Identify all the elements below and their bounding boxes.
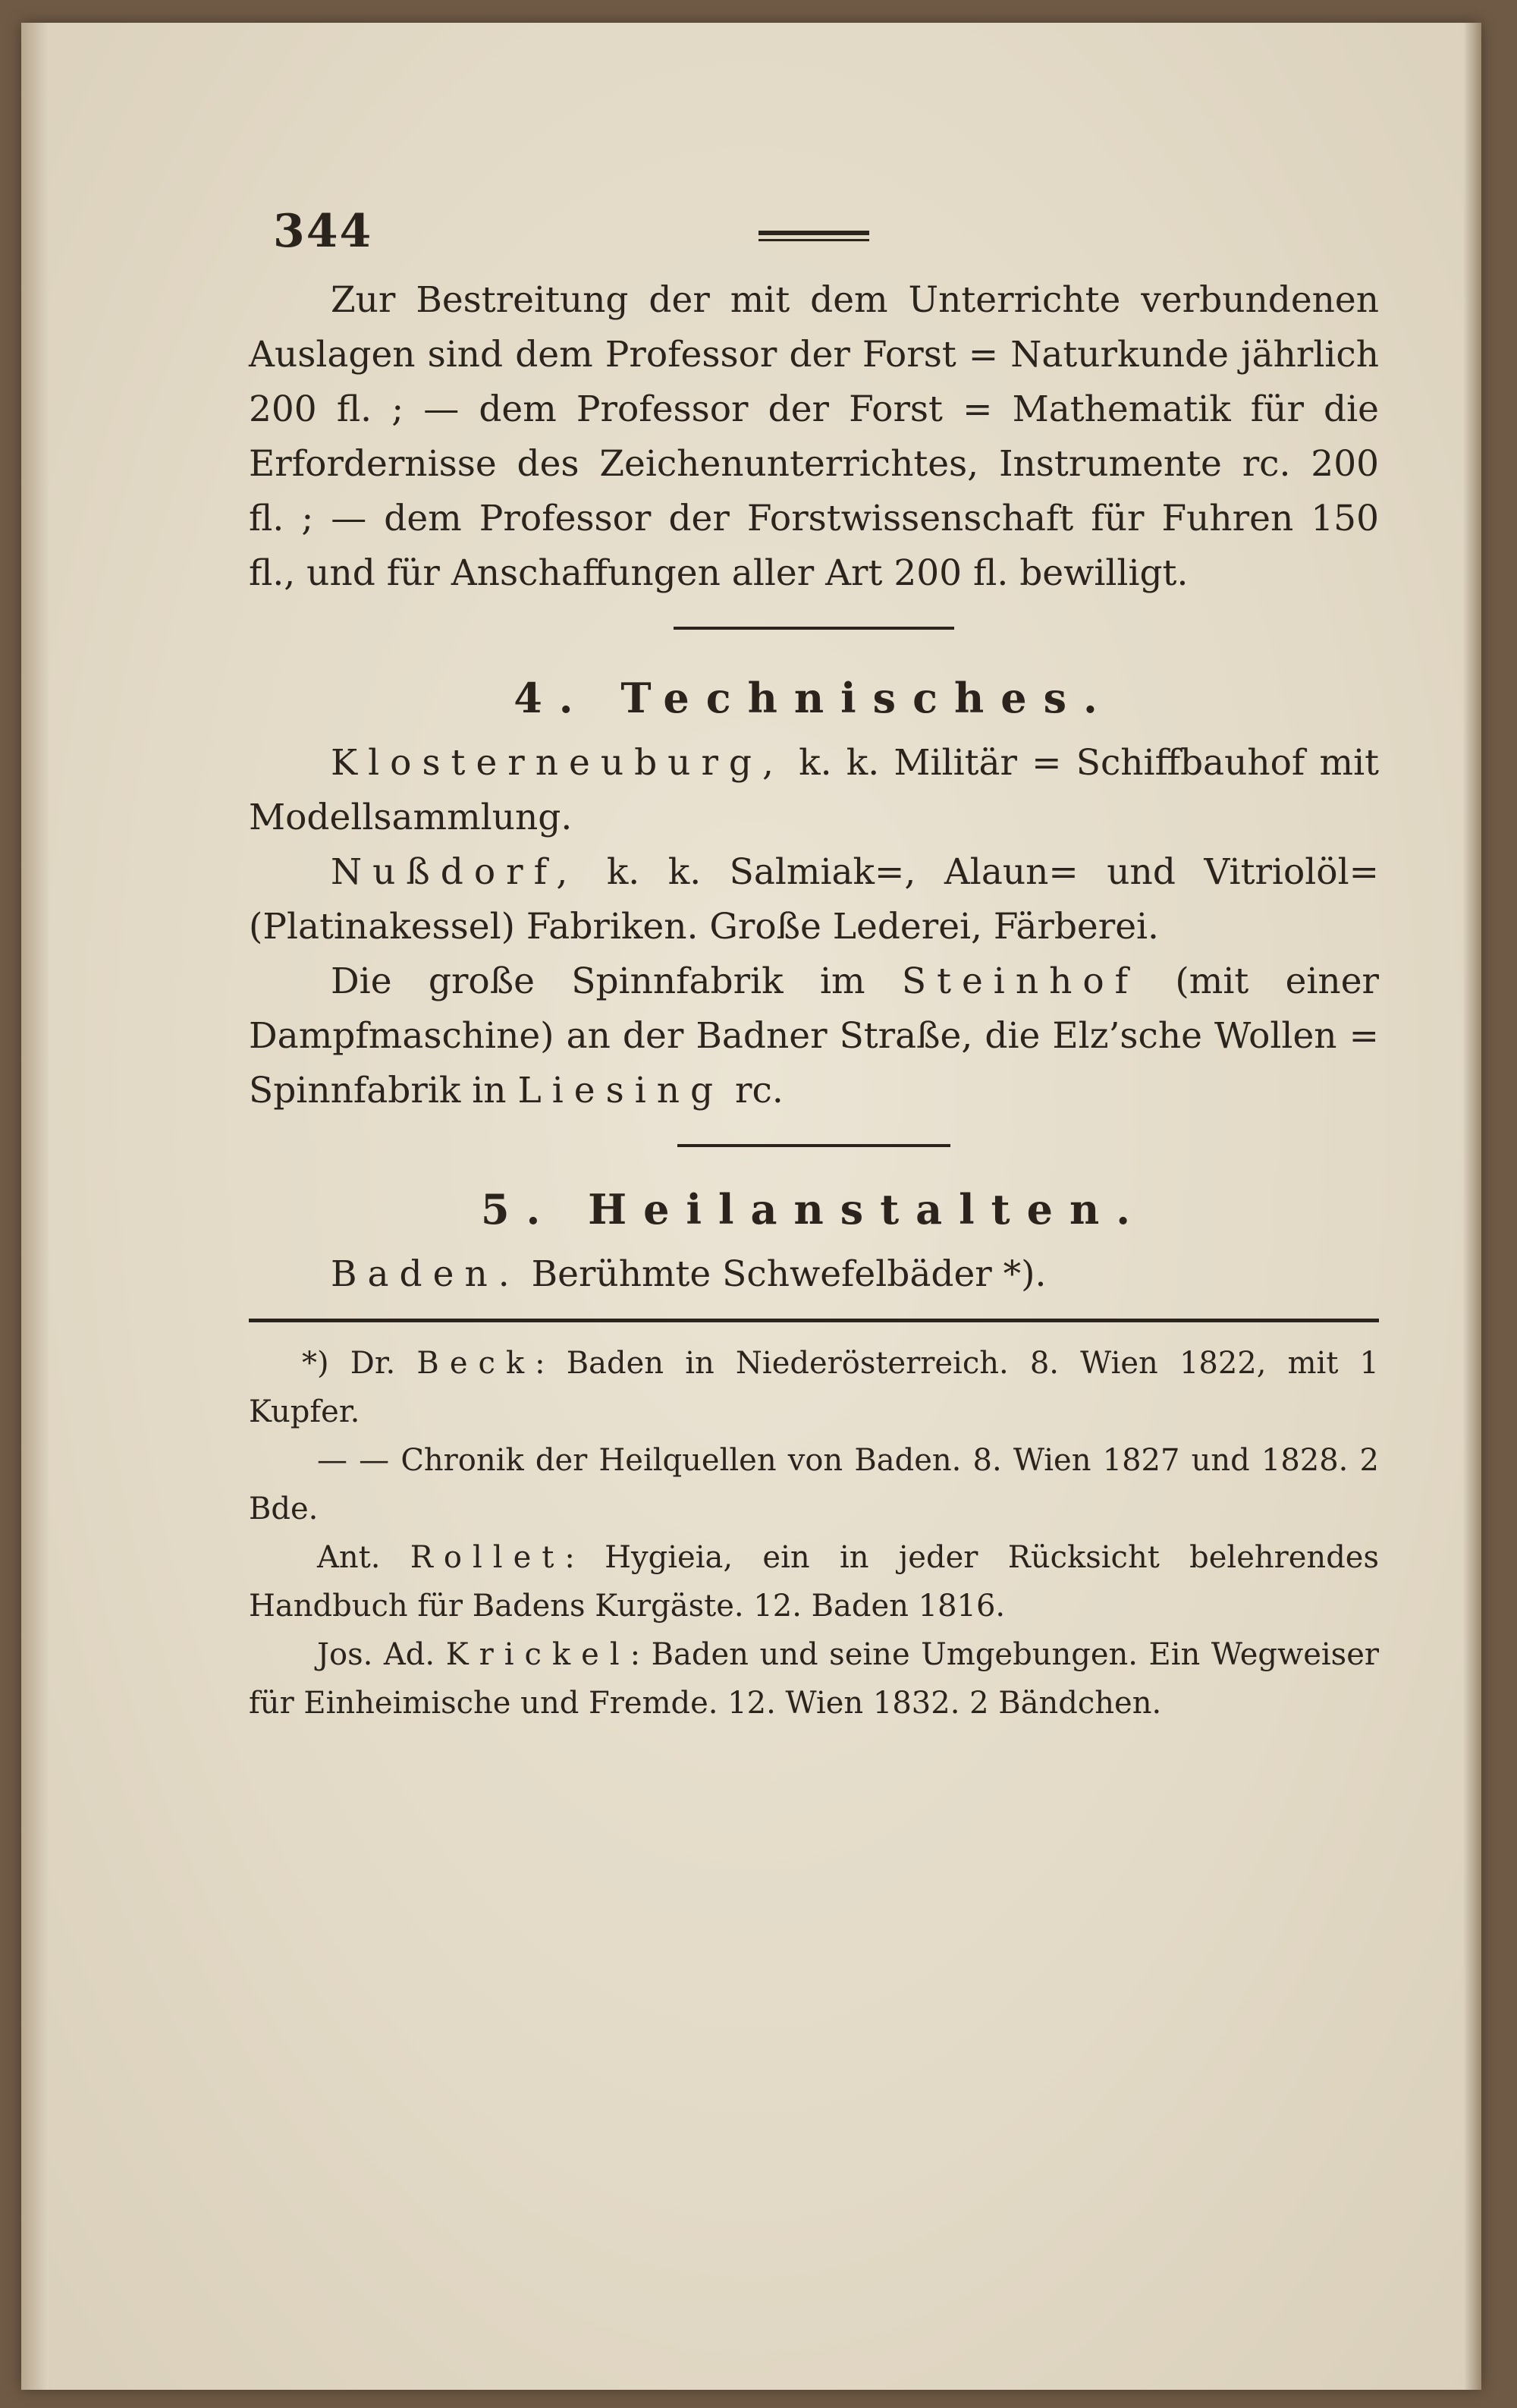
page-content (249, 205, 1379, 1727)
footnote-author: Krickel (445, 1637, 630, 1672)
footnotes (249, 1339, 1379, 1727)
place-name: Nußdorf, (331, 851, 579, 893)
footnote-text: : Baden in Niederösterreich. 8. Wien 1822, mit 1 Kupfer. (249, 1346, 1379, 1429)
section-divider (677, 1144, 950, 1147)
header-rule (758, 231, 869, 241)
entry-spinnfabrik (249, 954, 1379, 1118)
footnote-rollet (249, 1533, 1379, 1630)
entry-text: k. k. Salmiak=, Alaun= und Vitriolöl= (Platinakessel) Fabriken. Große Lederei, Färberei. (249, 851, 1379, 948)
entry-text: rc. (724, 1070, 784, 1111)
page-gutter (21, 23, 49, 2390)
footnote-text: Ant. (317, 1540, 410, 1575)
footnote-author: Beck (416, 1346, 536, 1381)
footnote-chronik: — — Chronik der Heilquellen von Baden. 8. Wien 1827 und 1828. 2 Bde. (249, 1443, 1379, 1526)
page-edge (1463, 23, 1481, 2390)
section-heading-spas: 5. Heilanstalten. (480, 1185, 1148, 1234)
entry-text: (mit einer Dampfmaschine) an der Badner Straße, die Elz’sche Wollen = Spinnfabrik in (249, 960, 1379, 1111)
entry-text: Berühmte Schwefelbäder *). (520, 1253, 1047, 1295)
place-name: Steinhof (901, 960, 1139, 1002)
entry-text: k. k. Militär = Schiffbauhof mit Modellsammlung. (249, 742, 1379, 838)
page-header (249, 205, 1379, 273)
expenses-paragraph: Zur Bestreitung der mit dem Unterrichte verbundenen Auslagen sind dem Professor der Forst = Naturkunde jährlich 200 fl. ; — dem Professor der Forst = Mathematik für die Erfordernisse des Zeichenunterrichtes, Instrumente rc. 200 fl. ; — dem Professor der Forstwissenschaft für Fuhren 150 fl., und für Anschaffungen aller Art 200 fl. bewilligt. (249, 279, 1379, 594)
entry-text: Die große Spinnfabrik im (331, 960, 902, 1002)
entry-nussdorf (249, 845, 1379, 954)
entry-klosterneuburg (249, 736, 1379, 845)
footnote-text: : Hygieia, ein in jeder Rücksicht belehrendes Handbuch für Badens Kurgäste. 12. Baden 1816. (249, 1540, 1379, 1624)
place-name: Baden. (331, 1253, 520, 1295)
footnote-beck (249, 1339, 1379, 1436)
footnote-krickel (249, 1630, 1379, 1727)
footnote-author: Rollet (410, 1540, 565, 1575)
section-heading-technical: 4. Technisches. (514, 674, 1114, 722)
footnote-rule (249, 1319, 1379, 1322)
page-number: 344 (273, 205, 373, 258)
footnote-text: *) Dr. (302, 1346, 417, 1381)
place-name: Liesing (517, 1070, 724, 1111)
footnote-text: : Baden und seine Umgebungen. Ein Wegweiser für Einheimische und Fremde. 12. Wien 1832. 2 Bändchen. (249, 1637, 1380, 1721)
footnote-text: Jos. Ad. (317, 1637, 446, 1672)
book-page (21, 23, 1481, 2390)
place-name: Klosterneuburg, (331, 742, 784, 784)
entry-baden (249, 1247, 1379, 1302)
section-divider (674, 627, 954, 630)
